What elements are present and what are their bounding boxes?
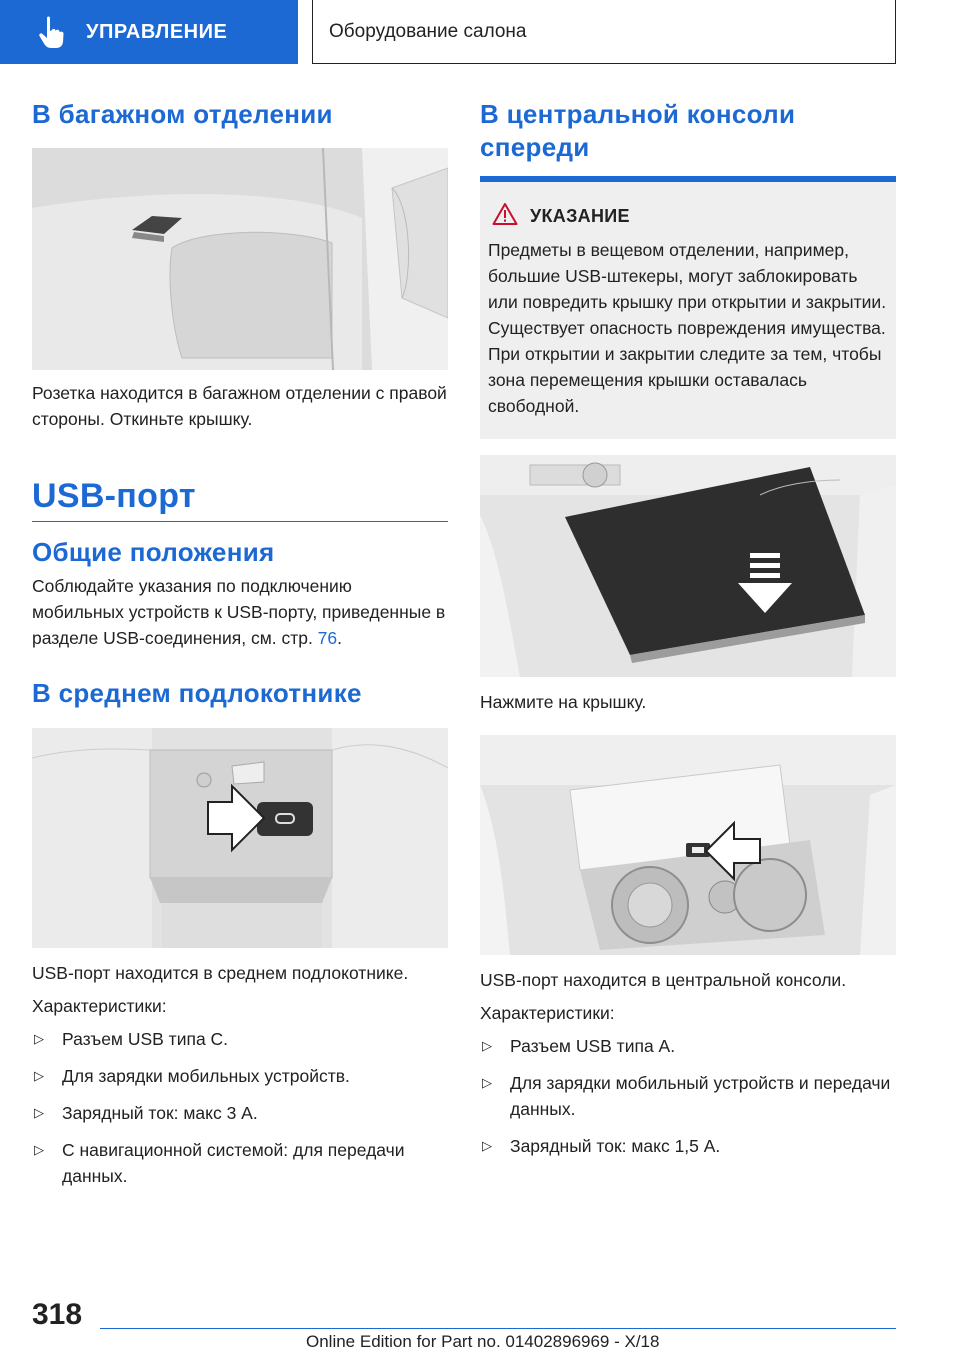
- console-caption: USB-порт находится в центральной консоли.: [480, 970, 847, 990]
- triangle-right-icon: ▷: [34, 1031, 44, 1046]
- warning-text: Предметы в вещевом отделении, например, большие USB-штекеры, могут заблокировать или повредить крышку при открытии и закрытии. Существует опасность повреждения имущества. При открытии и закрытии следите за тем, чтобы зона перемещения крышки оставалась свободной.: [488, 240, 887, 416]
- header-section-tab[interactable]: [0, 0, 298, 64]
- right-column: [480, 98, 896, 1170]
- triangle-right-icon: ▷: [482, 1038, 492, 1053]
- console-heading: В центральной консоли спереди: [480, 99, 796, 162]
- warning-box: [480, 176, 896, 439]
- list-item: ▷ Зарядный ток: макс 3 A.: [32, 1100, 448, 1126]
- list-item: ▷ Для зарядки мобильный устройств и передачи данных.: [480, 1070, 896, 1122]
- header-section-label: УПРАВЛЕНИЕ: [86, 20, 228, 43]
- armrest-usb-photo: [32, 728, 448, 948]
- trunk-heading: В багажном отделении: [32, 99, 333, 129]
- armrest-heading: В среднем подлокотнике: [32, 678, 362, 708]
- triangle-right-icon: ▷: [34, 1105, 44, 1120]
- armrest-caption: USB-порт находится в среднем подлокотнике.: [32, 963, 409, 983]
- usb-title-rule: [32, 521, 448, 522]
- warning-triangle-icon: [492, 202, 518, 231]
- triangle-right-icon: ▷: [482, 1138, 492, 1153]
- console-usb-photo: [480, 735, 896, 955]
- list-item: ▷ Для зарядки мобильных устройств.: [32, 1063, 448, 1089]
- triangle-right-icon: ▷: [482, 1075, 492, 1090]
- left-column: [32, 98, 448, 1200]
- list-item: ▷ С навигационной системой: для передачи данных.: [32, 1137, 448, 1189]
- press-caption: Нажмите на крышку.: [480, 692, 647, 712]
- trunk-caption: Розетка находится в багажном отделении с правой стороны. Откиньте крышку.: [32, 383, 447, 429]
- warning-title: УКАЗАНИЕ: [530, 206, 630, 226]
- general-text: [32, 573, 448, 651]
- console-specs-label: Характеристики:: [480, 1003, 615, 1023]
- general-text-b: .: [337, 628, 343, 648]
- header-chapter-label: Оборудование салона: [329, 20, 527, 42]
- footer-rule: [100, 1328, 896, 1329]
- triangle-right-icon: ▷: [34, 1068, 44, 1083]
- page-number: 318: [32, 1298, 83, 1331]
- general-text-a: Соблюдайте указания по подключению мобильных устройств к USB-порту, приведенные в разделе USB-соединения, см. стр.: [32, 576, 446, 648]
- list-item: ▷ Зарядный ток: макс 1,5 A.: [480, 1133, 896, 1159]
- general-heading: Общие положения: [32, 537, 275, 567]
- armrest-specs-list: [32, 1026, 448, 1189]
- footer-edition: Online Edition for Part no. 01402896969 - X/18: [306, 1332, 660, 1351]
- usb-port-title: USB-порт: [32, 477, 196, 515]
- header-chapter-box: [312, 0, 896, 64]
- page-ref-link[interactable]: 76: [317, 628, 338, 648]
- trunk-socket-photo: [32, 148, 448, 370]
- hand-touch-icon: [30, 12, 74, 52]
- warning-header: [492, 202, 888, 231]
- armrest-specs-label: Характеристики:: [32, 996, 167, 1016]
- console-press-photo: [480, 455, 896, 677]
- triangle-right-icon: ▷: [34, 1142, 44, 1157]
- list-item: ▷ Разъем USB типа C.: [32, 1026, 448, 1052]
- console-specs-list: [480, 1033, 896, 1159]
- list-item: ▷ Разъем USB типа A.: [480, 1033, 896, 1059]
